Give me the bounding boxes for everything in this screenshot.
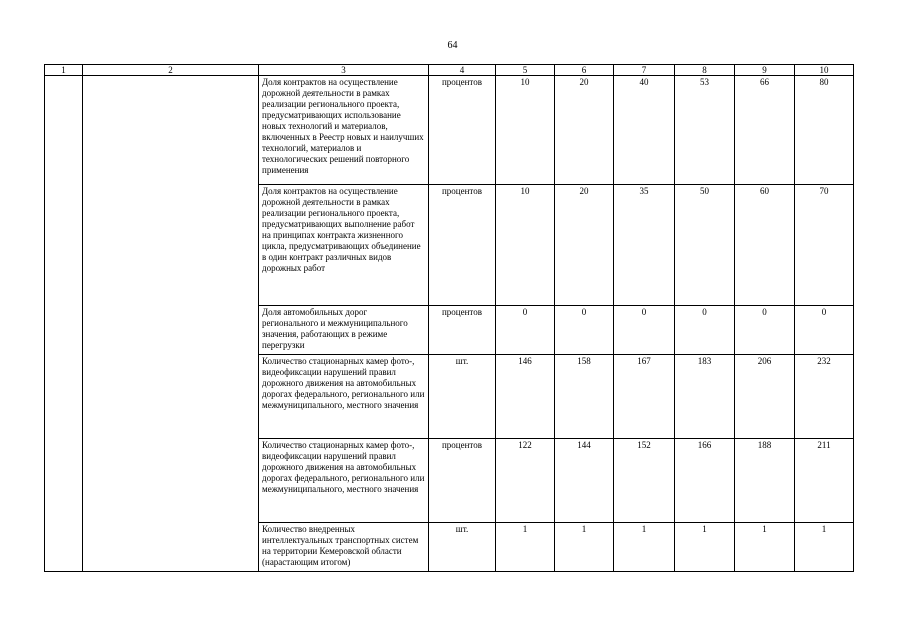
value-cell: 40	[614, 76, 675, 185]
unit-cell: шт.	[429, 355, 496, 439]
merged-cell-col1	[45, 76, 83, 572]
value-cell: 1	[614, 523, 675, 572]
column-header: 9	[735, 65, 795, 76]
unit-cell: процентов	[429, 185, 496, 306]
value-cell: 80	[795, 76, 854, 185]
value-cell: 50	[675, 185, 735, 306]
value-cell: 0	[735, 306, 795, 355]
column-header: 2	[83, 65, 259, 76]
value-cell: 1	[735, 523, 795, 572]
value-cell: 0	[614, 306, 675, 355]
value-cell: 188	[735, 439, 795, 523]
page-number: 64	[447, 40, 458, 51]
unit-cell: процентов	[429, 439, 496, 523]
value-cell: 20	[555, 185, 614, 306]
column-header: 4	[429, 65, 496, 76]
indicator-cell: Доля контрактов на осуществление дорожной деятельности в рамках реализации регионального проекта, предусматривающих использование новых технологий и материалов, включенных в Реестр новых и наилучших технологий, материалов и технологических решений повторного применения	[259, 76, 429, 185]
value-cell: 10	[496, 76, 555, 185]
value-cell: 53	[675, 76, 735, 185]
value-cell: 35	[614, 185, 675, 306]
value-cell: 0	[795, 306, 854, 355]
value-cell: 183	[675, 355, 735, 439]
column-header: 1	[45, 65, 83, 76]
column-number-row	[45, 65, 854, 76]
unit-cell: процентов	[429, 306, 496, 355]
indicator-cell: Доля контрактов на осуществление дорожной деятельности в рамках реализации регионального проекта, предусматривающих выполнение работ на принципах контракта жизненного цикла, предусматривающих объединение в один контракт различных видов дорожных работ	[259, 185, 429, 306]
column-header: 5	[496, 65, 555, 76]
value-cell: 232	[795, 355, 854, 439]
indicator-cell: Количество стационарных камер фото-, видеофиксации нарушений правил дорожного движения на автомобильных дорогах федерального, регионального или межмуниципального, местного значения	[259, 439, 429, 523]
column-header: 6	[555, 65, 614, 76]
column-header: 7	[614, 65, 675, 76]
column-header: 10	[795, 65, 854, 76]
indicator-cell: Количество внедренных интеллектуальных транспортных систем на территории Кемеровской области (нарастающим итогом)	[259, 523, 429, 572]
value-cell: 167	[614, 355, 675, 439]
value-cell: 0	[496, 306, 555, 355]
unit-cell: процентов	[429, 76, 496, 185]
value-cell: 152	[614, 439, 675, 523]
merged-cell-col2	[83, 76, 259, 572]
table-row	[45, 76, 854, 185]
value-cell: 1	[675, 523, 735, 572]
value-cell: 158	[555, 355, 614, 439]
value-cell: 70	[795, 185, 854, 306]
indicator-cell: Количество стационарных камер фото-, видеофиксации нарушений правил дорожного движения на автомобильных дорогах федерального, регионального или межмуниципального, местного значения	[259, 355, 429, 439]
value-cell: 10	[496, 185, 555, 306]
value-cell: 1	[795, 523, 854, 572]
value-cell: 1	[496, 523, 555, 572]
value-cell: 0	[675, 306, 735, 355]
indicator-cell: Доля автомобильных дорог регионального и межмуниципального значения, работающих в режиме перегрузки	[259, 306, 429, 355]
value-cell: 0	[555, 306, 614, 355]
value-cell: 60	[735, 185, 795, 306]
column-header: 3	[259, 65, 429, 76]
value-cell: 122	[496, 439, 555, 523]
value-cell: 144	[555, 439, 614, 523]
column-header: 8	[675, 65, 735, 76]
value-cell: 206	[735, 355, 795, 439]
unit-cell: шт.	[429, 523, 496, 572]
indicators-table	[44, 64, 854, 572]
value-cell: 1	[555, 523, 614, 572]
value-cell: 166	[675, 439, 735, 523]
value-cell: 211	[795, 439, 854, 523]
value-cell: 20	[555, 76, 614, 185]
value-cell: 66	[735, 76, 795, 185]
value-cell: 146	[496, 355, 555, 439]
